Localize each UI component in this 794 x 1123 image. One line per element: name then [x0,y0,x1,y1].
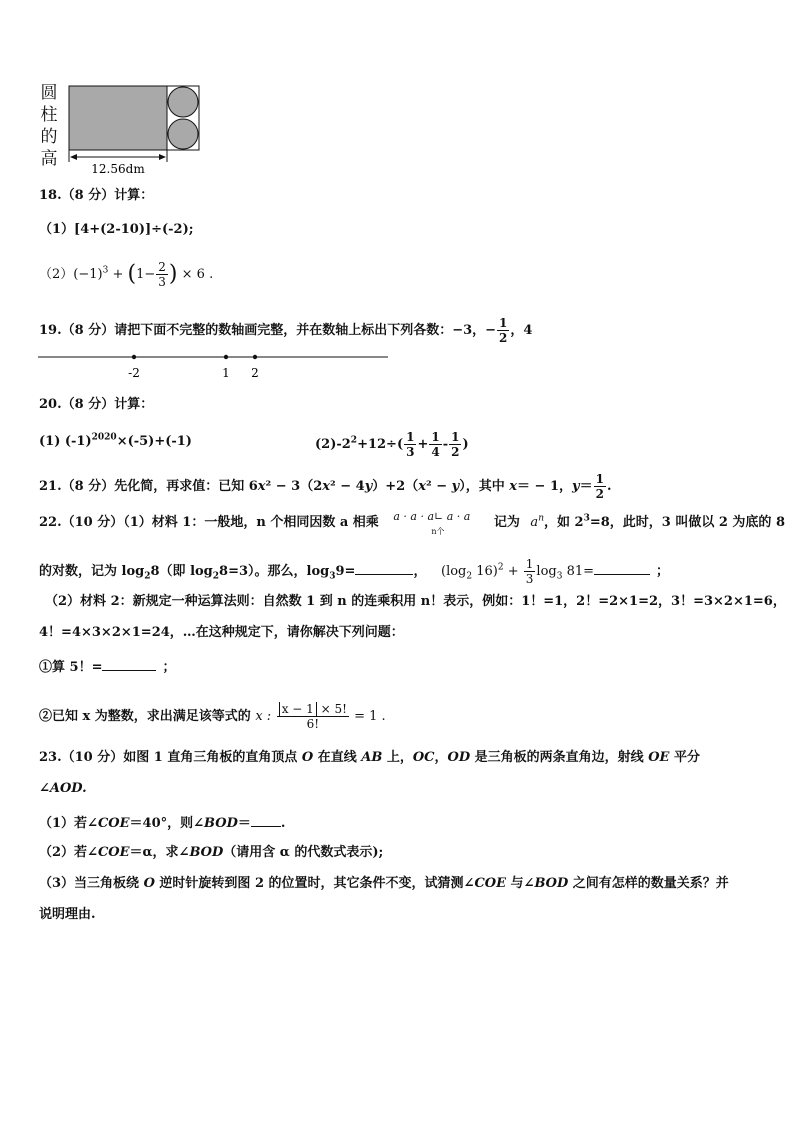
tick-point [224,355,228,359]
q23-line3: （1）若∠COE＝40°，则∠BOD＝ . [39,812,285,833]
q18-title: 18.（8 分）计算： [39,188,154,203]
q23-line1: 23.（10 分）如图 1 直角三角板的直角顶点 O 在直线 AB 上，OC，OD 是三角板的两条直角边，射线 OE 平分 [39,750,700,765]
tick-point [253,355,257,359]
side-label-char: 柱 [40,105,58,125]
net-drawing [36,82,206,177]
q20-part1: (1) $(-1)^{2020}\times(-5)+(-1)$ [39,432,192,449]
tick-label: -2 [128,366,140,380]
q23-line5: （3）当三角板绕 O 逆时针旋转到图 2 的位置时，其它条件不变，试猜测∠COE 与∠BOD 之间有怎样的数量关系？并 [39,876,729,891]
fraction: $\frac{1}{2}$ [499,316,508,345]
dimension-label: 12.56dm [91,162,145,176]
side-label-char: 圆 [40,83,58,103]
lateral-rectangle [69,86,167,150]
side-label-char: 高 [40,149,58,169]
q22-line4: 4！=4×3×2×1=24，…在这种规定下，请你解决下列问题： [39,625,404,640]
answer-blank[interactable] [355,560,413,575]
tick-label: 1 [222,366,230,380]
fraction: $\frac{1}{4}$ [431,430,440,459]
fraction: $\frac{1}{3}$ [406,430,415,459]
q22-line2: 的对数，记为 $\log_28$（即 $\log_28=3$）。那么，$\log_39=$ ， ($\log_2$ 16)$^2$ + $\frac{1}{3}$ $\log_3 81=$ ； [39,557,670,586]
q22-line3: （2）材料 2：新规定一种运算法则：自然数 1 到 n 的连乘积用 n！表示，例如：1！=1，2！=2×1=2，3！=3×2×1=6， [45,594,786,609]
answer-blank[interactable] [594,560,650,575]
fraction: $\frac{1}{2}$ [451,430,460,459]
arrow-left [70,154,77,160]
base-circle-top [168,87,198,117]
q18-part2: $(2)(-1)^3 + (1-$ $\frac{2}{3}$ ) × 6 . [39,260,214,289]
q22-line5: ①算 5！= ； [39,656,175,677]
product-notation: $^{a \cdot a \cdot a∟ a \cdot a}$ n个 [393,510,471,536]
base-circle-bottom [168,119,198,149]
answer-blank[interactable] [102,656,156,671]
tick-point [132,355,136,359]
answer-blank[interactable] [251,812,281,827]
number-line [38,350,398,386]
q23-line2: ∠AOD. [39,781,87,796]
q23-line6: 说明理由. [39,907,96,922]
q20-title: 20.（8 分）计算： [39,397,154,412]
q19-title: 19.（8 分）请把下面不完整的数轴画完整，并在数轴上标出下列各数：−3，− $\frac{1}{2}$ ，4 [39,316,533,345]
q23-line4: （2）若∠COE＝α，求∠BOD（请用含 α 的代数式表示); [39,845,384,860]
fraction: $\frac{x - 1 \times 5!}{6!}$ [277,702,349,731]
q18-part1: （1）[4+(2-10)]÷(-2); [39,222,194,237]
tick-label: 2 [251,366,259,380]
fraction: $\frac{1}{3}$ [525,557,534,586]
q20-part2: $(2)-2^2+12\div$( $\frac{1}{3}$ + $\frac{1}{4}$ - $\frac{1}{2}$ ) [315,430,469,459]
q22-line1: 22.（10 分）（1）材料 1：一般地，n 个相同因数 a 相乘 $^{a \cdot a \cdot a∟ a \cdot a}$ n个 记为 $a^n$，如 $2^3=8$，此时，3 叫做以 2 为底的 8 [39,510,786,536]
fraction: $\frac{1}{2}$ [595,472,604,501]
q21-text: 21.（8 分）先化简，再求值：已知 6x² − 3（2x² − 4y）+2（x² − y），其中 x＝ − 1，y＝ $\frac{1}{2}$ . [39,472,612,501]
side-label-char: 的 [40,127,58,147]
fraction: $\frac{2}{3}$ [158,260,166,289]
cylinder-net-figure [36,82,206,177]
q22-line6: ②已知 x 为整数，求出满足该等式的 x : $\frac{x - 1 \times 5!}{6!}$ = 1 . [39,702,386,731]
arrow-right [159,154,166,160]
